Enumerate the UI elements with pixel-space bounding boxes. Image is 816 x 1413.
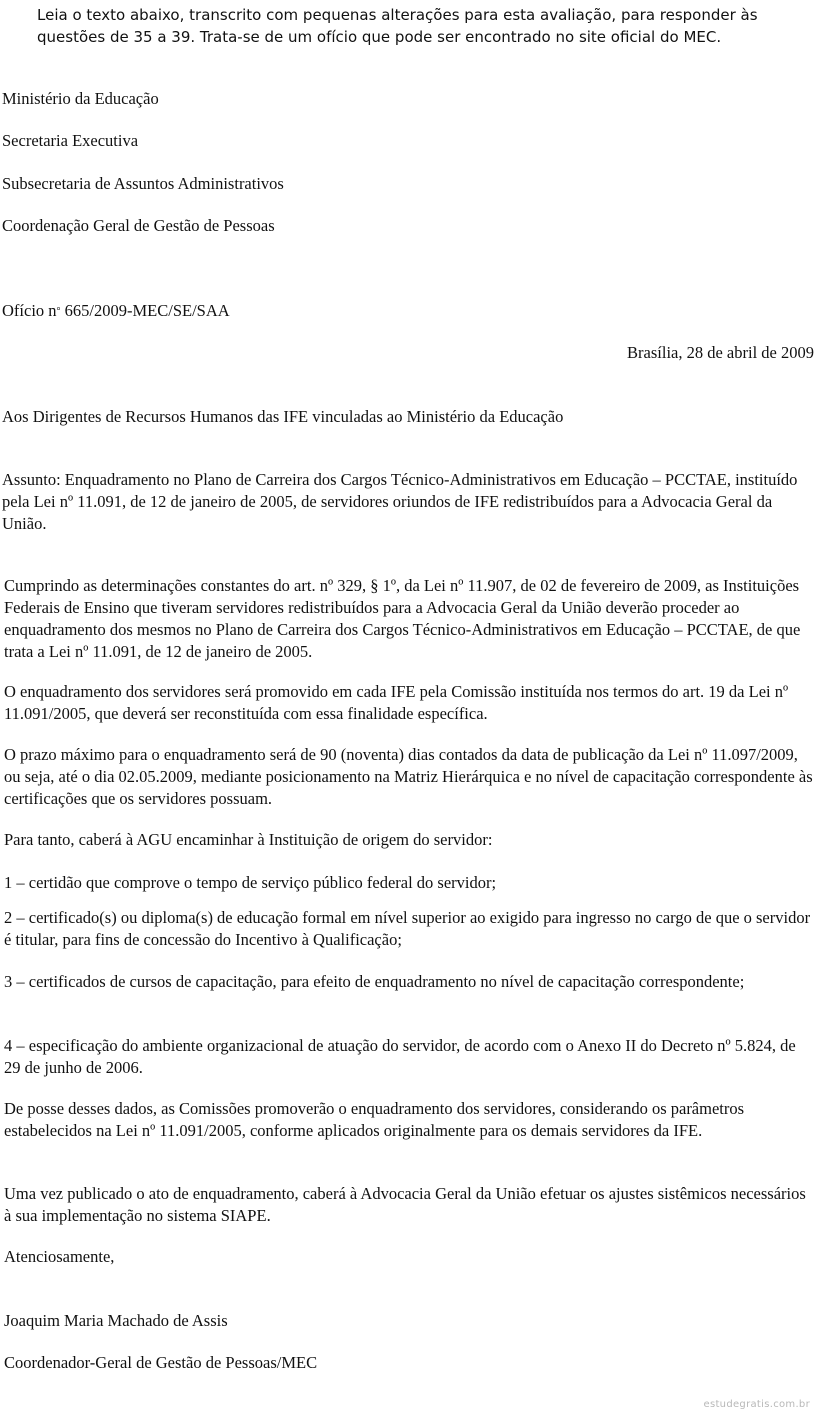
list-item-1: 1 – certidão que comprove o tempo de serviço público federal do servidor; [4,873,497,892]
paragraph-5: De posse desses dados, as Comissões promoverão o enquadramento dos servidores, considerando os parâmetros estabelecidos na Lei nº 11.091/2005, conforme aplicados originalmente para os demais servidores da IFE. [4,1099,745,1140]
paragraph-4: Para tanto, caberá à AGU encaminhar à Instituição de origem do servidor: [4,830,493,849]
date-line: Brasília, 28 de abril de 2009 [627,343,814,362]
list-item-3: 3 – certificados de cursos de capacitação, para efeito de enquadramento no nível de capacitação correspondente; [4,972,745,991]
header-subsecretariat: Subsecretaria de Assuntos Administrativos [2,174,284,193]
addressee: Aos Dirigentes de Recursos Humanos das IFE vinculadas ao Ministério da Educação [2,407,564,426]
oficio-prefix: Ofício n [2,301,57,320]
list-item-4: 4 – especificação do ambiente organizacional de atuação do servidor, de acordo com o Anexo II do Decreto nº 5.824, de 29 de junho de 2006. [4,1036,796,1077]
paragraph-2: O enquadramento dos servidores será promovido em cada IFE pela Comissão instituída nos termos do art. 19 da Lei nº 11.091/2005, que deverá ser reconstituída com essa finalidade específica. [4,682,789,723]
intro-text: Leia o texto abaixo, transcrito com pequenas alterações para esta avaliação, para responder às questões de 35 a 39. Trata-se de um ofício que pode ser encontrado no site oficial do MEC. [37,6,758,46]
header-secretariat: Secretaria Executiva [2,131,139,150]
watermark: estudegratis.com.br [703,1399,810,1410]
signature-name: Joaquim Maria Machado de Assis [4,1311,228,1330]
signature-title: Coordenador-Geral de Gestão de Pessoas/MEC [4,1353,318,1372]
paragraph-3: O prazo máximo para o enquadramento será de 90 (noventa) dias contados da data de publicação da Lei nº 11.097/2009, ou seja, até o dia 02.05.2009, mediante posicionamento na Matriz Hierárquica e no nível de capacitação correspondente às certificações que os servidores possuam. [4,745,813,808]
header-ministry: Ministério da Educação [2,89,159,108]
subject: Assunto: Enquadramento no Plano de Carreira dos Cargos Técnico-Administrativos em Educação – PCCTAE, instituído pela Lei nº 11.091, de 12 de janeiro de 2005, de servidores oriundos de IFE redistribuídos para a Advocacia Geral da União. [2,470,798,533]
oficio-code: 665/2009-MEC/SE/SAA [60,301,230,320]
paragraph-6: Uma vez publicado o ato de enquadramento, caberá à Advocacia Geral da União efetuar os ajustes sistêmicos necessários à sua implementação no sistema SIAPE. [4,1184,806,1225]
paragraph-1: Cumprindo as determinações constantes do art. nº 329, § 1º, da Lei nº 11.907, de 02 de fevereiro de 2009, as Instituições Federais de Ensino que tiveram servidores redistribuídos para a Advocacia Geral da União deverão proceder ao enquadramento dos mesmos no Plano de Carreira dos Cargos Técnico-Administrativos em Educação – PCCTAE, de que trata a Lei nº 11.091, de 12 de janeiro de 2005. [4,576,801,661]
oficio-number [2,300,230,325]
list-item-2: 2 – certificado(s) ou diploma(s) de educação formal em nível superior ao exigido para ingresso no cargo de que o servidor é titular, para fins de concessão do Incentivo à Qualificação; [4,908,811,949]
closing: Atenciosamente, [4,1247,115,1266]
header-coordination: Coordenação Geral de Gestão de Pessoas [2,216,275,235]
oficio-degree-sign: ° [56,306,61,317]
